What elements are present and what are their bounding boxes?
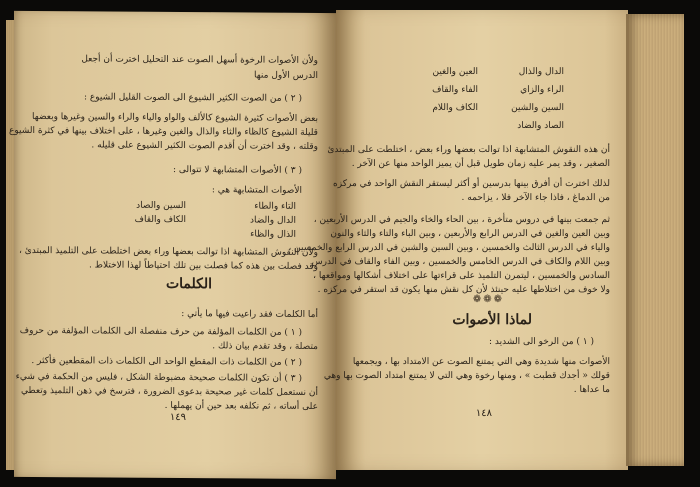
text-line: على أساته ، ثم نكلفه بعد حين أن يهملها . — [164, 400, 318, 412]
text-line: من الدماغ ، فاذا جاء الآخر فلا ، يزاحمه . — [461, 193, 610, 203]
page-number: ١٤٩ — [169, 411, 186, 424]
text-line: ثم جمعت بينها في دروس متأخرة ، بين الحاء والخاء والجيم في الدرس الأربعين ، — [313, 215, 610, 225]
text-line: ما عداها . — [573, 385, 610, 395]
text-line: السادس والخمسين ، ليتمرن التلميذ على قراءتها على اختلاف أشكالها ومواقعها ، — [313, 271, 610, 281]
text-line: والياء في الدرس الثالث والخمسين ، وبين السين والشين في الدرس الرابع والخمسين ، — [288, 243, 610, 253]
text-line: ( ١ ) من الرخو الى الشديد : — [489, 337, 594, 347]
page-number: ١٤٨ — [475, 408, 492, 419]
text-line: ولأن الأصوات الرخوة أسهل الصوت عند التحليل اخترت أن أجعل — [81, 54, 318, 66]
text-line: الدرس الأول منها — [254, 70, 318, 81]
text-line: الصغير ، وقد يمر عليه زمان طويل قبل أن يميز الواحد منها عن الآخر . — [351, 159, 610, 169]
text-line: وبين العين والغين في الدرس الرابع والأربعين ، وبين الباء والتاء والثاء والنون — [330, 229, 610, 239]
text-line: ( ٢ ) من الكلمات ذات المقطع الواحد الى الكلمات ذات المقطعين فأكثر . — [31, 355, 302, 368]
text-line: ولأن النقوش المتشابهة اذا توالت بعضها وراء بعض اختلطت على التلميذ المبتدئ ، — [18, 245, 318, 258]
letter-pair: الدال والذال — [518, 67, 564, 77]
text-line: وقلته ، وقد اخترت أن أقدم الصوت الكثير الشيوع على قليله . — [91, 140, 318, 152]
text-line: أما الكلمات فقد راعيت فيها ما يأتي : — [181, 309, 318, 320]
text-line: ( ١ ) من الكلمات المؤلفة من حرف منفصلة الى الكلمات المؤلفة من حروف — [19, 325, 302, 338]
section-heading: لماذا الأصوات — [452, 312, 532, 328]
section-separator: ❁❁❁ — [472, 294, 504, 305]
text-line: وقد فصلت بين هذه كما فصلت بين تلك احتياطاً لهذا الاختلاط . — [88, 260, 318, 272]
letter-pair: الفاء والقاف — [432, 85, 478, 95]
text-line: قولك « أجدك قطبت » ، ومنها رخوة وهي التي لا يمتنع امتداد الصوت بها وهي — [323, 371, 610, 381]
letter-pair: الراء والزاي — [520, 85, 564, 95]
text-line: ( ٣ ) الأصوات المتشابهة لا تتوالى : — [173, 164, 302, 176]
letter-pair: السين والصاد — [136, 200, 186, 212]
letter-pair: السين والشين — [511, 103, 564, 113]
text-line: بعض الأصوات كثيرة الشيوع كالألف والواو والياء والراء والسين وغيرها وبعضها — [32, 112, 318, 124]
text-line: وبين اللام والكاف في الدرس الخامس والخمسين ، وبين الفاء والقاف في الدرس — [311, 257, 610, 267]
letter-pair: الكاف واللام — [432, 103, 478, 113]
text-line: الأصوات منها شديدة وهي التي يمتنع الصوت عن الامتداد بها ، ويجمعها — [352, 357, 610, 367]
text-line: الأصوات المتشابهة هي : — [211, 185, 302, 196]
letter-pair: الكاف والقاف — [134, 214, 186, 226]
right-page-edges — [626, 14, 684, 466]
letter-pair: الصاد والضاد — [517, 121, 564, 131]
text-line: ( ٢ ) من الصوت الكثير الشيوع الى الصوت القليل الشيوع : — [83, 92, 302, 104]
section-heading: الكلمات — [165, 275, 212, 293]
letter-pair: التاء والطاء — [254, 201, 296, 212]
letter-pair: الذال والظاء — [250, 229, 296, 240]
text-line: متصلة ، وقد تقدم بيان ذلك . — [212, 341, 318, 352]
letter-pair: العين والغين — [432, 67, 478, 77]
text-line: ( ٣ ) أن تكون الكلمات صحيحة مضبوطة الشكل ، فليس من الحكمة في شيء — [15, 371, 302, 384]
text-line: لذلك اخترت أن أفرق بينها بدرسين أو أكثر ليستقر النقش الواحد في مركزه — [333, 179, 610, 189]
text-line: أن نستعمل كلمات غير صحيحة بدعوى الضرورة ، فترسخ في ذهن التلميذ وتعطي — [21, 385, 318, 398]
text-line: ولا خوف من اختلاطها عليه حينئذ لأن كل نقش منها يكون قد استقر في مركزه . — [317, 285, 610, 295]
text-line: أن هذه النقوش المتشابهة اذا توالت بعضها وراء بعض ، اختلطت على المبتدئ — [327, 145, 610, 155]
right-page — [288, 10, 628, 470]
letter-pair: الدال والضاد — [249, 215, 296, 226]
text-line: قليلة الشيوع كالظاء والثاء والذال والغين وغيرها ، على اختلاف بينها في كثرة الشيوع — [8, 125, 318, 138]
